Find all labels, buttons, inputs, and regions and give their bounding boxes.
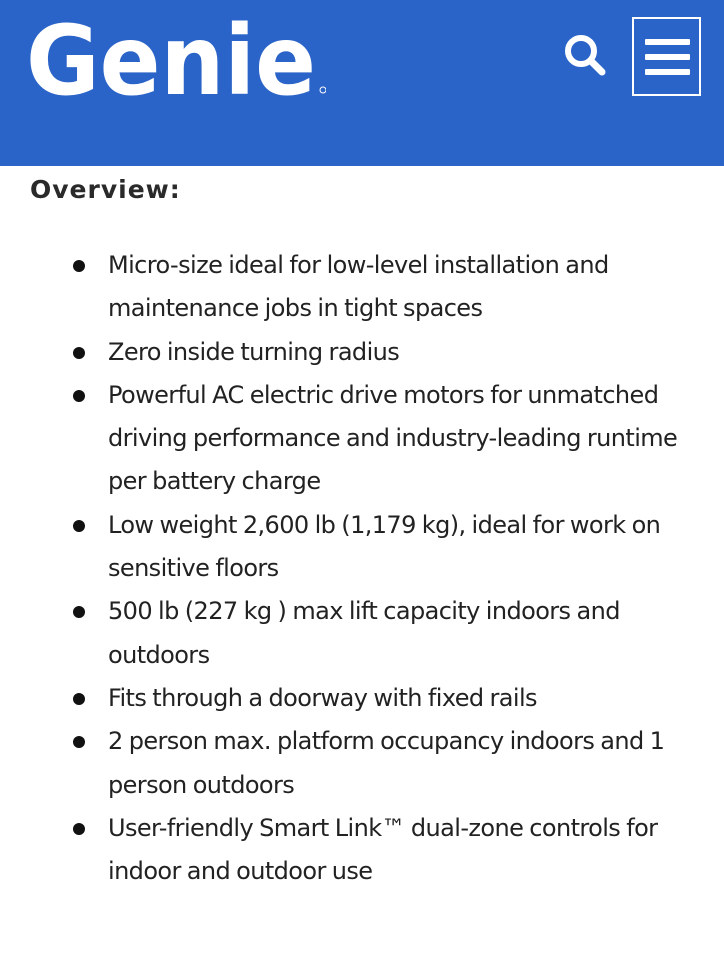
- menu-bar-top: [645, 39, 690, 45]
- bullet-icon: [73, 606, 85, 618]
- feature-text: 500 lb (227 kg ) max lift capacity indoors and outdoors: [108, 597, 620, 669]
- genie-logo-graphic: [26, 6, 326, 102]
- bullet-icon: [73, 347, 85, 359]
- feature-item: [0, 504, 724, 591]
- feature-item: [0, 807, 724, 894]
- genie-logo[interactable]: [26, 6, 326, 102]
- bullet-icon: [73, 823, 85, 835]
- logo-text: Genie: [26, 6, 316, 102]
- feature-item: [0, 590, 724, 677]
- bullet-icon: [73, 736, 85, 748]
- menu-bar-middle: [645, 54, 690, 60]
- menu-button[interactable]: [632, 17, 701, 96]
- feature-text: User-friendly Smart Link™ dual-zone controls for indoor and outdoor use: [108, 813, 658, 886]
- site-header: [0, 0, 724, 166]
- feature-text: Zero inside turning radius: [108, 337, 400, 366]
- feature-item: [0, 331, 724, 374]
- bullet-icon: [73, 260, 85, 272]
- search-button[interactable]: [560, 30, 610, 80]
- feature-item: [0, 677, 724, 720]
- feature-text: Fits through a doorway with fixed rails: [108, 683, 537, 712]
- bullet-icon: [73, 520, 85, 532]
- feature-text: Low weight 2,600 lb (1,179 kg), ideal for work on sensitive floors: [108, 510, 661, 583]
- feature-text: 2 person max. platform occupancy indoors and 1 person outdoors: [108, 727, 665, 799]
- feature-text: Powerful AC electric drive motors for unmatched driving performance and industry-leading runtime per battery charge: [108, 380, 678, 496]
- feature-list: [0, 244, 724, 893]
- feature-item: [0, 244, 724, 331]
- bullet-icon: [73, 390, 85, 402]
- feature-item: [0, 374, 724, 504]
- feature-text: Micro-size ideal for low-level installation and maintenance jobs in tight spaces: [108, 251, 609, 323]
- overview-heading: Overview:: [30, 175, 181, 204]
- bullet-icon: [73, 693, 85, 705]
- feature-item: [0, 720, 724, 807]
- search-icon: [560, 30, 610, 80]
- menu-bar-bottom: [645, 69, 690, 75]
